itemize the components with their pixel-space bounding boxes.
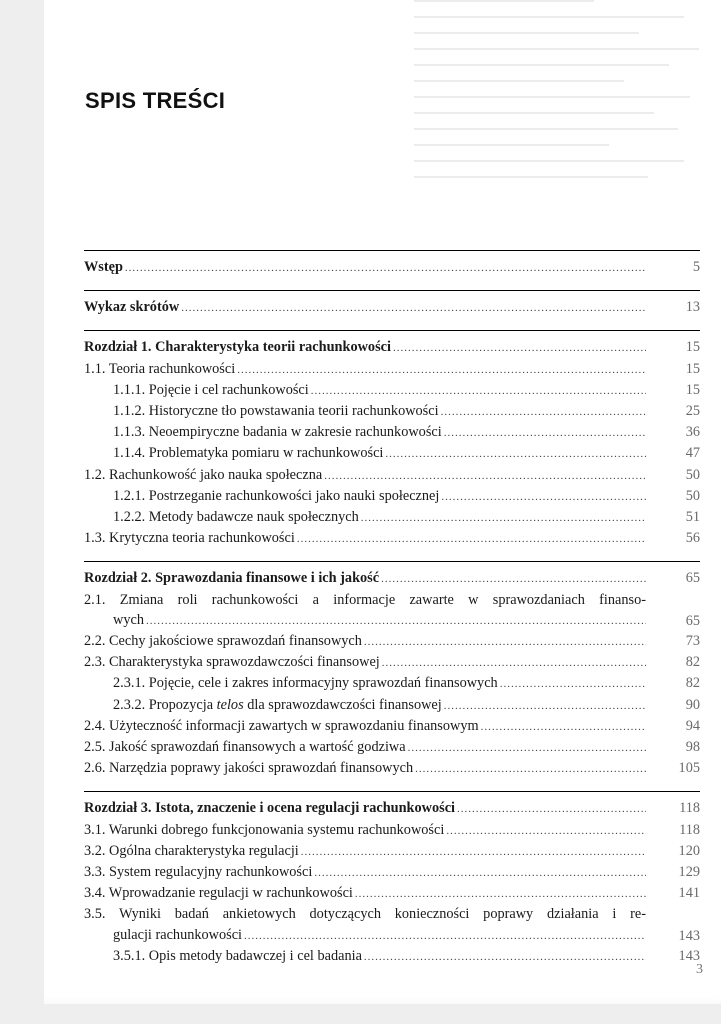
leader-dots: [297, 529, 646, 549]
toc-entry-label: 3.5.1. Opis metody badawczej i cel badania: [113, 947, 362, 964]
toc-page-number: 15: [685, 339, 700, 356]
toc-entry-label: Wykaz skrótów: [84, 299, 180, 316]
leader-dots: [446, 821, 646, 841]
toc-entry[interactable]: [84, 904, 700, 945]
toc-entry[interactable]: [84, 820, 700, 841]
toc-entry[interactable]: [84, 841, 700, 862]
toc-entry-label: 2.4. Użyteczność informacji zawartych w sprawozdaniu finansowym: [84, 717, 479, 734]
toc-page-number: 65: [685, 612, 700, 629]
toc-entry-label: Rozdział 3. Istota, znaczenie i ocena regulacji rachunkowości: [84, 800, 456, 817]
table-of-contents: [84, 250, 700, 967]
leader-dots: [355, 884, 646, 904]
footer-page-number: 3: [696, 962, 703, 977]
toc-entry-label-italic: telos: [216, 696, 244, 713]
leader-dots: [237, 360, 646, 380]
leader-dots: [361, 508, 646, 528]
toc-entry[interactable]: [84, 528, 700, 549]
leader-dots: [244, 926, 646, 946]
leader-dots: [314, 863, 646, 883]
leader-dots: [415, 759, 646, 779]
toc-entry[interactable]: [84, 758, 700, 779]
toc-page-number: 47: [685, 445, 700, 462]
toc-chapter-entry[interactable]: [84, 297, 700, 318]
toc-entry-label: 3.5. Wyniki badań ankietowych dotyczących konieczności poprawy działania i re-: [84, 906, 646, 923]
toc-chapter-entry[interactable]: [84, 568, 700, 589]
toc-page-number: 118: [679, 821, 700, 838]
leader-dots: [364, 632, 646, 652]
toc-entry-label: 1.1.2. Historyczne tło powstawania teorii rachunkowości: [113, 403, 439, 420]
toc-entry-label: 1.1.4. Problematyka pomiaru w rachunkowości: [113, 445, 384, 462]
toc-entry-label-continuation: wych: [113, 611, 144, 628]
toc-entry-label: 2.1. Zmiana roli rachunkowości a informacje zawarte w sprawozdaniach finanso-: [84, 591, 646, 608]
leader-dots: [444, 423, 646, 443]
leader-dots: [125, 258, 646, 278]
toc-page-number: 118: [679, 800, 700, 817]
toc-section: [84, 250, 700, 278]
toc-entry[interactable]: [84, 590, 700, 631]
toc-page-number: 15: [685, 360, 700, 377]
leader-dots: [408, 738, 646, 758]
leader-dots: [441, 402, 646, 422]
toc-entry[interactable]: [84, 507, 700, 528]
toc-chapter-entry[interactable]: [84, 337, 700, 358]
leader-dots: [500, 674, 646, 694]
toc-entry-label: Rozdział 2. Sprawozdania finansowe i ich jakość: [84, 570, 380, 587]
leader-dots: [441, 487, 646, 507]
toc-entry[interactable]: [84, 401, 700, 422]
leader-dots: [146, 611, 646, 631]
book-page: [44, 0, 721, 1004]
leader-dots: [324, 466, 646, 486]
toc-page-number: 129: [678, 864, 700, 881]
toc-entry-label: 3.3. System regulacyjny rachunkowości: [84, 864, 313, 881]
bleed-through-text: [414, 0, 714, 220]
toc-entry-label: 2.3.1. Pojęcie, cele i zakres informacyjny sprawozdań finansowych: [113, 675, 498, 692]
leader-dots: [301, 842, 646, 862]
toc-entry[interactable]: [84, 737, 700, 758]
toc-page-number: 50: [685, 466, 700, 483]
toc-entry-label: 1.2.1. Postrzeganie rachunkowości jako nauki społecznej: [113, 487, 440, 504]
toc-entry-label: [113, 695, 442, 715]
toc-entry-label: 2.6. Narzędzia poprawy jakości sprawozdań finansowych: [84, 760, 414, 777]
leader-dots: [481, 717, 646, 737]
toc-page-number: 94: [685, 717, 700, 734]
toc-entry[interactable]: [84, 359, 700, 380]
toc-entry-label-continuation: gulacji rachunkowości: [113, 926, 243, 943]
toc-page-number: 25: [685, 403, 700, 420]
toc-page-number: 36: [685, 424, 700, 441]
toc-entry[interactable]: [84, 695, 700, 716]
toc-page-number: 141: [678, 885, 700, 902]
toc-entry[interactable]: [84, 631, 700, 652]
toc-entry[interactable]: [84, 716, 700, 737]
toc-section: [84, 791, 700, 967]
leader-dots: [181, 298, 646, 318]
toc-entry[interactable]: [84, 862, 700, 883]
toc-page-number: 65: [685, 570, 700, 587]
toc-entry-label-part: 2.3.2. Propozycja: [113, 696, 217, 713]
toc-entry[interactable]: [84, 486, 700, 507]
toc-entry-label: 2.5. Jakość sprawozdań finansowych a wartość godziwa: [84, 739, 406, 756]
toc-section: [84, 290, 700, 318]
page-title: SPIS TREŚCI: [85, 88, 226, 113]
toc-page-number: 120: [678, 842, 700, 859]
toc-entry-label: 1.1. Teoria rachunkowości: [84, 360, 236, 377]
toc-entry[interactable]: [84, 946, 700, 967]
toc-page-number: 82: [685, 654, 700, 671]
toc-entry-label: 1.2.2. Metody badawcze nauk społecznych: [113, 509, 359, 526]
toc-entry-label: 1.2. Rachunkowość jako nauka społeczna: [84, 466, 323, 483]
toc-entry-label: 2.3. Charakterystyka sprawozdawczości finansowej: [84, 654, 380, 671]
toc-section: [84, 330, 700, 549]
toc-page-number: 73: [685, 633, 700, 650]
toc-page-number: 143: [678, 947, 700, 964]
toc-entry-label: 2.2. Cechy jakościowe sprawozdań finansowych: [84, 633, 362, 650]
toc-entry-label: Rozdział 1. Charakterystyka teorii rachunkowości: [84, 339, 391, 356]
toc-entry-label: 3.4. Wprowadzanie regulacji w rachunkowości: [84, 885, 353, 902]
leader-dots: [457, 799, 646, 819]
toc-entry[interactable]: [84, 465, 700, 486]
leader-dots: [364, 947, 646, 967]
toc-page-number: 82: [685, 675, 700, 692]
toc-entry[interactable]: [84, 443, 700, 464]
toc-page-number: 98: [685, 739, 700, 756]
leader-dots: [444, 696, 646, 716]
toc-entry-label: 1.3. Krytyczna teoria rachunkowości: [84, 530, 295, 547]
leader-dots: [311, 381, 646, 401]
leader-dots: [393, 338, 646, 358]
toc-chapter-entry[interactable]: [84, 257, 700, 278]
toc-entry-label: 3.2. Ogólna charakterystyka regulacji: [84, 842, 299, 859]
toc-entry-label: 3.1. Warunki dobrego funkcjonowania systemu rachunkowości: [84, 821, 445, 838]
toc-entry-label: 1.1.3. Neoempiryczne badania w zakresie rachunkowości: [113, 424, 442, 441]
toc-entry[interactable]: [84, 883, 700, 904]
toc-entry[interactable]: [84, 652, 700, 673]
toc-entry[interactable]: [84, 422, 700, 443]
toc-page-number: 15: [685, 381, 700, 398]
toc-page-number: 143: [678, 927, 700, 944]
leader-dots: [381, 569, 646, 589]
toc-entry[interactable]: [84, 673, 700, 694]
toc-chapter-entry[interactable]: [84, 798, 700, 819]
toc-page-number: 13: [685, 299, 700, 316]
toc-page-number: 105: [678, 760, 700, 777]
toc-page-number: 5: [692, 259, 700, 275]
toc-section: [84, 561, 700, 779]
toc-page-number: 56: [685, 530, 700, 547]
toc-entry-label: 1.1.1. Pojęcie i cel rachunkowości: [113, 381, 309, 398]
leader-dots: [385, 444, 646, 464]
toc-page-number: 50: [685, 487, 700, 504]
leader-dots: [382, 653, 646, 673]
toc-entry-label: Wstęp: [84, 259, 123, 275]
toc-entry[interactable]: [84, 380, 700, 401]
toc-page-number: 51: [685, 509, 700, 526]
toc-entry-label-part: dla sprawozdawczości finansowej: [243, 696, 442, 713]
toc-page-number: 90: [685, 696, 700, 713]
